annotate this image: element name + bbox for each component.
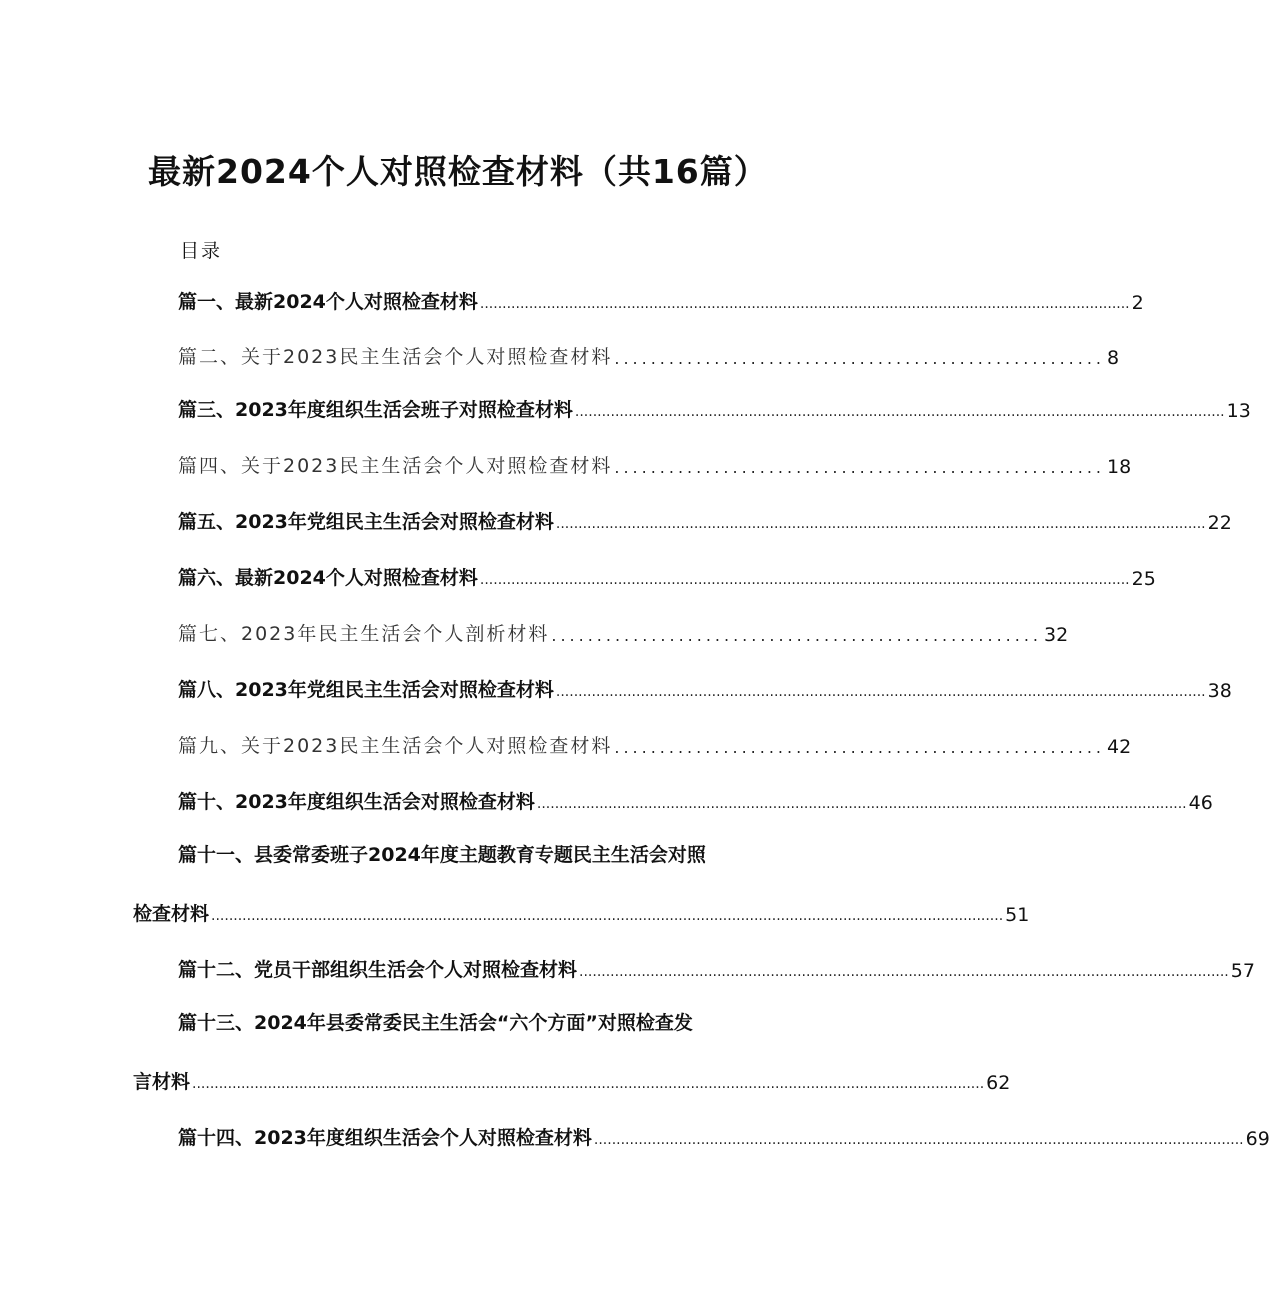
toc-leader-dots: .................................................................................................................................................. [479,296,1130,312]
toc-entry-text: 篇四、关于2023民主生活会个人对照检查材料 [178,455,613,477]
toc-entry[interactable] [178,504,1232,534]
toc-entry[interactable] [178,1120,1270,1150]
toc-entry-text: 篇十四、2023年度组织生活会个人对照检查材料 [178,1127,592,1149]
toc-page-number: 13 [1226,400,1251,422]
toc-entry-text: 篇二、关于2023民主生活会个人对照检查材料 [178,346,613,368]
toc-leader-dots: .................................................................................................................................................. [536,796,1187,812]
toc-leader-dots: .................................................................................................................................................. [593,1132,1244,1148]
toc-page-number: 38 [1207,680,1232,702]
toc-entry-text: 篇一、最新2024个人对照检查材料 [178,291,478,313]
toc-entry-text: 篇七、2023年民主生活会个人剖析材料 [178,623,550,645]
toc-leader-dots: ...................................................... [551,626,1042,645]
toc-entry-first-line[interactable]: 篇十一、县委常委班子2024年度主题教育专题民主生活会对照 [178,844,706,866]
toc-page-number: 57 [1230,960,1255,982]
toc-entry-text: 篇十二、党员干部组织生活会个人对照检查材料 [178,959,578,981]
toc-entry[interactable] [133,1064,1011,1094]
toc-entry-text: 篇五、2023年党组民主生活会对照检查材料 [178,511,554,533]
toc-entry-first-line[interactable]: 篇十三、2024年县委常委民主生活会“六个方面”对照检查发 [178,1012,693,1034]
toc-entry[interactable] [133,896,1030,926]
toc-leader-dots: ...................................................... [614,738,1105,757]
toc-page-number: 32 [1044,624,1069,646]
toc-page-number: 2 [1131,292,1144,314]
toc-entry[interactable] [178,784,1213,814]
toc-label: 目录 [180,240,223,262]
toc-entry[interactable] [178,339,1120,369]
toc-entry[interactable] [178,392,1251,422]
toc-page-number: 18 [1107,456,1132,478]
toc-leader-dots: .................................................................................................................................................................................. [192,1076,985,1092]
toc-page-number: 42 [1107,736,1132,758]
document-title: 最新2024个人对照检查材料（共16篇） [148,152,768,191]
toc-entry-text: 篇九、关于2023民主生活会个人对照检查材料 [178,735,613,757]
toc-entry[interactable] [178,616,1069,646]
toc-entry[interactable] [178,448,1132,478]
toc-page-number: 69 [1245,1128,1270,1150]
toc-entry-text: 篇八、2023年党组民主生活会对照检查材料 [178,679,554,701]
toc-entry-text: 篇十、2023年度组织生活会对照检查材料 [178,791,535,813]
toc-page-number: 62 [986,1072,1011,1094]
toc-page-number: 22 [1207,512,1232,534]
toc-page-number: 51 [1005,904,1030,926]
toc-entry[interactable] [178,284,1144,314]
toc-leader-dots: .................................................................................................................................................................................. [211,908,1004,924]
toc-page-number: 46 [1188,792,1213,814]
toc-leader-dots: .................................................................................................................................................. [555,684,1206,700]
toc-leader-dots: ...................................................... [614,458,1105,477]
toc-leader-dots: .................................................................................................................................................. [579,964,1229,980]
toc-entry-text: 篇六、最新2024个人对照检查材料 [178,567,478,589]
toc-entry-text: 篇三、2023年度组织生活会班子对照检查材料 [178,399,573,421]
toc-entry[interactable] [178,952,1255,982]
toc-leader-dots: .................................................................................................................................................. [479,572,1130,588]
toc-entry-text: 言材料 [133,1071,191,1093]
toc-leader-dots: .................................................................................................................................................. [555,516,1206,532]
toc-entry[interactable] [178,672,1232,702]
toc-leader-dots: ...................................................... [614,349,1105,368]
toc-page-number: 8 [1107,347,1120,369]
toc-leader-dots: .................................................................................................................................................. [574,404,1225,420]
toc-entry-text: 检查材料 [133,903,210,925]
toc-entry[interactable] [178,560,1156,590]
toc-page-number: 25 [1131,568,1156,590]
toc-entry[interactable] [178,728,1132,758]
